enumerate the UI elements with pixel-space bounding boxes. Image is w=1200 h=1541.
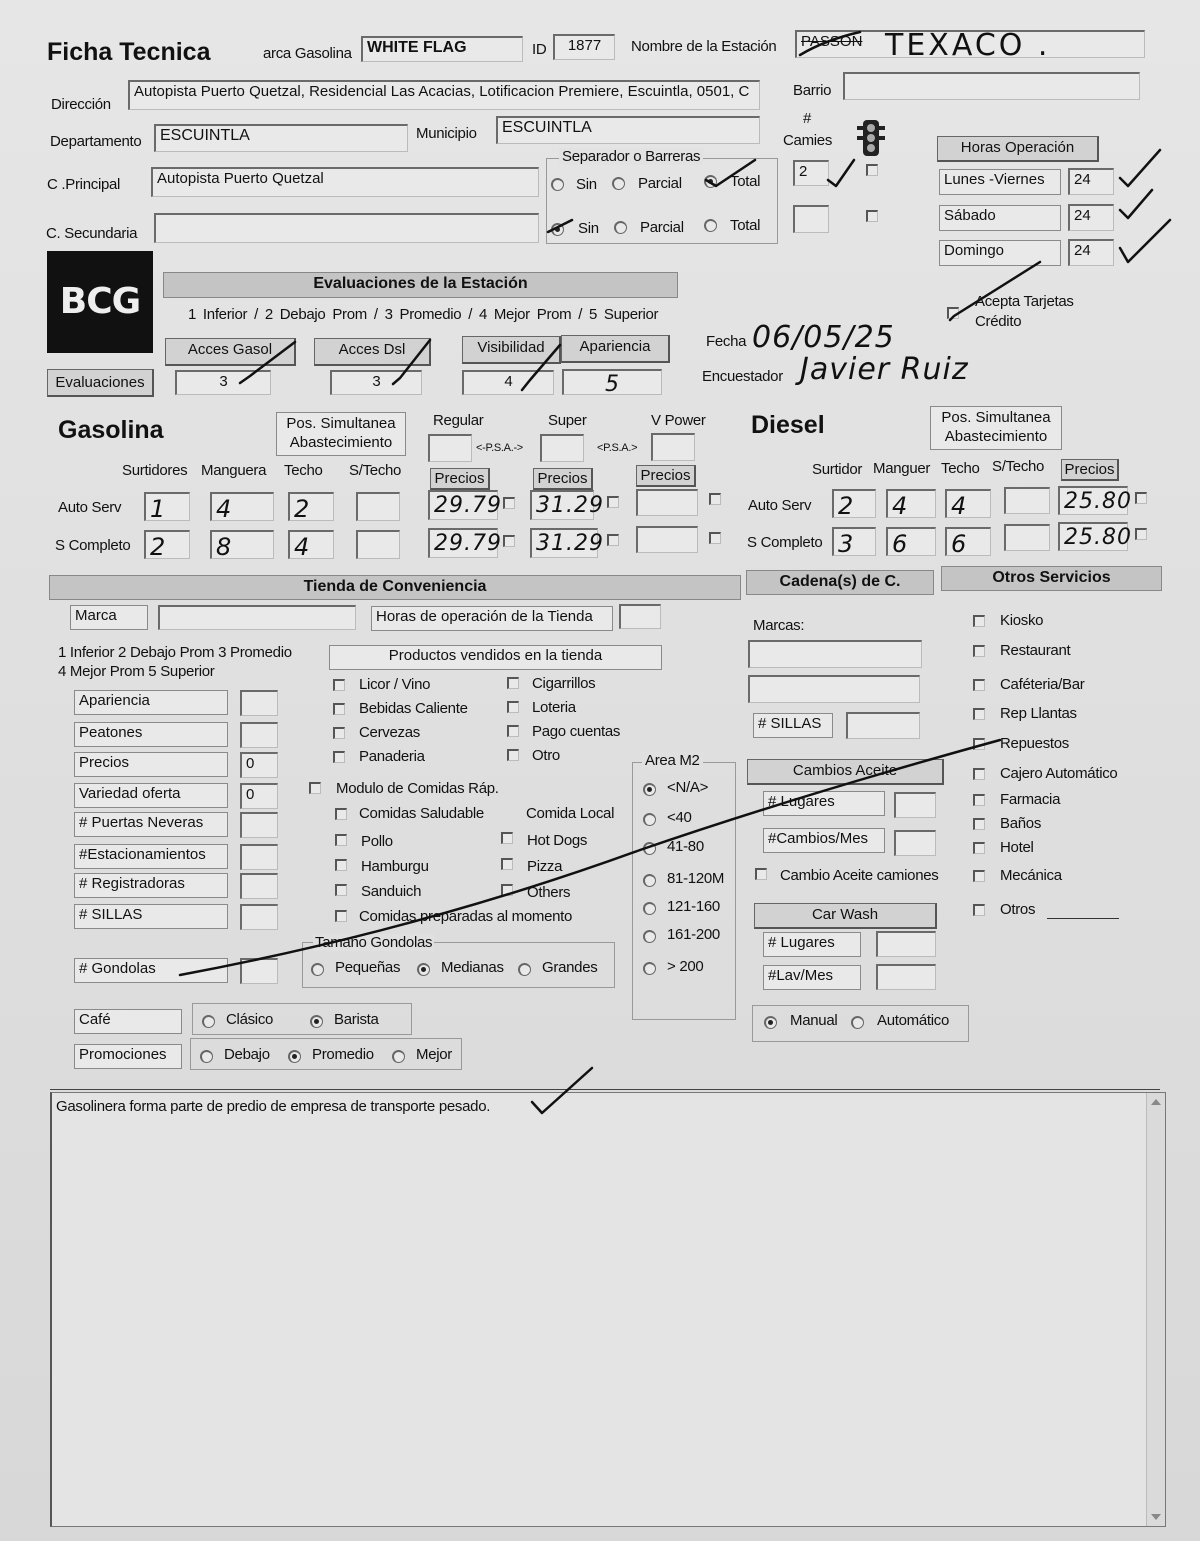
modo-label-autom-tico: Automático	[877, 1012, 950, 1029]
evaluaciones-button[interactable]: Evaluaciones	[47, 369, 154, 397]
separador-row2-sin-label: Sin	[578, 220, 599, 237]
comidas-preparadas-label: Comidas preparadas al momento	[359, 908, 573, 925]
vpower-label: V Power	[651, 412, 706, 429]
camiones-label: Camies	[783, 132, 833, 149]
servicio-label-cajero-autom-tico: Cajero Automático	[1000, 765, 1118, 782]
gas-autoserv-regular-value: 29.79	[434, 493, 502, 518]
scale-sep-1: /	[254, 306, 258, 323]
servicio-label-repuestos: Repuestos	[1000, 735, 1070, 752]
check-lv-mark	[1120, 150, 1160, 186]
rating-label-puertas-neveras: # Puertas Neveras	[74, 812, 228, 837]
col-manguera: Manguera	[201, 462, 267, 479]
otros-servicios-header: Otros Servicios	[941, 566, 1162, 591]
cadena-sillas-label: # SILLAS	[753, 713, 833, 738]
marcas-label: Marcas:	[753, 617, 805, 634]
servicio-label-otros: Otros	[1000, 901, 1036, 918]
diesel-autoserv-label: Auto Serv	[748, 497, 812, 514]
diesel-autoserv-manguer-value: 4	[892, 492, 909, 520]
producto-label-pago-cuentas: Pago cuentas	[532, 723, 621, 740]
cambios-mes-label: #Cambios/Mes	[763, 828, 885, 853]
servicio-label-rep-llantas: Rep Llantas	[1000, 705, 1077, 722]
promociones-label-mejor: Mejor	[416, 1046, 453, 1063]
producto-label-panaderia: Panaderia	[359, 748, 425, 765]
direccion-field[interactable]: Autopista Puerto Quetzal, Residencial Las Acacias, Lotificacion Premiere, Escuintla, 0501, C	[128, 80, 760, 110]
area-header: Area M2	[642, 752, 703, 769]
diesel-pos-line1: Pos. Simultanea	[941, 409, 1051, 426]
diesel-col-surtidor: Surtidor	[812, 461, 863, 478]
comidas-saludable-label: Comidas Saludable	[359, 805, 484, 822]
rating-label-peatones: Peatones	[74, 722, 228, 747]
station-name-handwritten: TEXACO .	[885, 28, 1051, 63]
comida-label-pizza: Pizza	[527, 858, 563, 875]
gas-autoserv-label: Auto Serv	[58, 499, 122, 516]
barrio-label: Barrio	[793, 82, 832, 99]
brand-field[interactable]: WHITE FLAG	[361, 36, 523, 62]
scale-sep-4: /	[578, 306, 583, 323]
gasolina-pos-line2: Abastecimiento	[289, 434, 393, 451]
apariencia-eval-button[interactable]: Apariencia	[561, 335, 670, 363]
passon-strike-mark	[800, 32, 863, 55]
diesel-col-techo: Techo	[941, 460, 980, 477]
horas-domingo-label: Domingo	[939, 240, 1061, 266]
diesel-autoserv-techo-value: 4	[951, 492, 968, 520]
gas-scompleto-manguera-value: 8	[216, 533, 233, 561]
servicio-label-mec-nica: Mecánica	[1000, 867, 1062, 884]
producto-label-cigarrillos: Cigarrillos	[532, 675, 596, 692]
promociones-label-debajo: Debajo	[224, 1046, 270, 1063]
promociones-label: Promociones	[74, 1044, 182, 1069]
encuestador-label: Encuestador	[702, 368, 783, 385]
servicio-label-kiosko: Kiosko	[1000, 612, 1044, 629]
rating-field-variedad-oferta[interactable]: 0	[240, 783, 278, 809]
acepta-tarjetas-label-1: Acepta Tarjetas	[975, 293, 1074, 310]
tienda-horas-label: Horas de operación de la Tienda	[371, 606, 613, 631]
carwash-header[interactable]: Car Wash	[754, 903, 937, 929]
scale-1: 1 Inferior	[188, 306, 248, 323]
check-visibilidad-mark	[522, 345, 560, 390]
modulo-comidas-label: Modulo de Comidas Ráp.	[336, 780, 499, 797]
gondolas-label-medianas: Medianas	[441, 959, 504, 976]
cross-out-line-mark	[180, 740, 1000, 975]
scale-sep-3: /	[468, 306, 473, 323]
notes-text: Gasolinera forma parte de predio de empresa de transporte pesado.	[56, 1098, 491, 1115]
carwash-lugares-label: # Lugares	[763, 932, 861, 957]
gas-scompleto-techo-value: 4	[294, 533, 311, 561]
gas-scompleto-regular-value: 29.79	[434, 531, 502, 556]
precios-vpower-header: Precios	[636, 465, 696, 487]
separador-row1-sin-label: Sin	[576, 176, 597, 193]
area-label-81-120m: 81-120M	[667, 870, 725, 887]
diesel-scompleto-surtidor-value: 3	[838, 530, 855, 558]
rating-field-precios[interactable]: 0	[240, 752, 278, 778]
scale-sep-2: /	[373, 306, 378, 323]
producto-label-bebidas-caliente: Bebidas Caliente	[359, 700, 468, 717]
acces-dsl-button[interactable]: Acces Dsl	[314, 338, 431, 366]
comida-label-pollo: Pollo	[361, 833, 393, 850]
horas-operacion-header[interactable]: Horas Operación	[937, 136, 1099, 162]
rating-label-apariencia: Apariencia	[74, 690, 228, 715]
cafe-label-cl-sico: Clásico	[226, 1011, 274, 1028]
cafe-label: Café	[74, 1009, 182, 1034]
producto-label-cervezas: Cervezas	[359, 724, 420, 741]
horas-lv-field[interactable]: 24	[1068, 168, 1114, 195]
visibilidad-field[interactable]: 4	[462, 370, 554, 395]
id-field[interactable]: 1877	[553, 34, 615, 60]
separador-row2-parcial-label: Parcial	[640, 219, 684, 236]
producto-label-otro: Otro	[532, 747, 560, 764]
rating-label-sillas: # SILLAS	[74, 904, 228, 929]
area-label-161-200: 161-200	[667, 926, 720, 943]
station-name-typed: PASSON	[801, 33, 863, 50]
servicio-label-hotel: Hotel	[1000, 839, 1034, 856]
cambios-lugares-label: # Lugares	[763, 791, 885, 816]
diesel-title: Diesel	[751, 411, 825, 439]
super-label: Super	[548, 412, 587, 429]
comida-label-sanduich: Sanduich	[361, 883, 422, 900]
producto-label-loteria: Loteria	[532, 699, 576, 716]
area-label-200: > 200	[667, 958, 704, 975]
check-sabado-mark	[1120, 190, 1152, 218]
c-secundaria-label: C. Secundaria	[46, 225, 138, 242]
gondolas-label-grandes: Grandes	[542, 959, 598, 976]
tienda-scale-line1: 1 Inferior 2 Debajo Prom 3 Promedio	[58, 644, 292, 661]
comida-label-hamburgu: Hamburgu	[361, 858, 429, 875]
scale-2: 2 Debajo Prom	[264, 306, 367, 323]
servicio-label-farmacia: Farmacia	[1000, 791, 1061, 808]
col-surtidores: Surtidores	[122, 462, 188, 479]
gas-autoserv-super-value: 31.29	[536, 493, 604, 518]
check-total-mark	[706, 160, 755, 186]
encuestador-value[interactable]: Javier Ruiz	[800, 352, 969, 387]
departamento-field[interactable]: ESCUINTLA	[154, 124, 408, 152]
servicio-label-caf-teria-bar: Caféteria/Bar	[1000, 676, 1085, 693]
check-acces-gasol-mark	[240, 342, 295, 383]
form-title: Ficha Tecnica	[47, 38, 211, 66]
evaluaciones-header: Evaluaciones de la Estación	[163, 272, 678, 298]
area-label-41-80: 41-80	[667, 838, 704, 855]
direccion-label: Dirección	[51, 96, 111, 113]
horas-sabado-label: Sábado	[939, 205, 1061, 231]
departamento-label: Departamento	[50, 133, 142, 150]
diesel-precios-header: Precios	[1061, 459, 1119, 481]
brand-label: arca Gasolina	[263, 45, 352, 62]
psa-label-1: <-P.S.A.->	[476, 442, 523, 454]
cambios-aceite-header[interactable]: Cambios Aceite	[747, 759, 944, 785]
lav-mes-label: #Lav/Mes	[763, 965, 861, 990]
regular-label: Regular	[433, 412, 484, 429]
rating-label-precios: Precios	[74, 752, 228, 777]
gas-scompleto-label: S Completo	[55, 537, 131, 554]
col-techo: Techo	[284, 462, 323, 479]
scale-4: 4 Mejor Prom	[478, 306, 572, 323]
acces-dsl-field[interactable]: 3	[330, 370, 422, 395]
horas-domingo-field[interactable]: 24	[1068, 239, 1114, 266]
bcg-logo: BCG	[47, 251, 153, 353]
diesel-autoserv-surtidor-value: 2	[838, 492, 855, 520]
acces-gasol-button[interactable]: Acces Gasol	[165, 338, 296, 366]
diesel-pos-line2: Abastecimiento	[944, 428, 1048, 445]
gasolina-pos-line1: Pos. Simultanea	[286, 415, 396, 432]
gas-scompleto-surtidores-value: 2	[150, 533, 167, 561]
comida-label-others: Others	[527, 884, 571, 901]
col-stecho: S/Techo	[349, 462, 402, 479]
fecha-label: Fecha	[706, 333, 747, 350]
gondolas-label-peque-as: Pequeñas	[335, 959, 401, 976]
tienda-header: Tienda de Conveniencia	[49, 575, 741, 600]
rating-label-variedad-oferta: Variedad oferta	[74, 783, 228, 808]
psa-label-2: <P.S.A.>	[597, 442, 638, 454]
tienda-scale-line2: 4 Mejor Prom 5 Superior	[58, 663, 215, 680]
separador-row2-total-label: Total	[730, 217, 761, 234]
gasolina-title: Gasolina	[58, 416, 164, 444]
municipio-field[interactable]: ESCUINTLA	[496, 116, 760, 144]
servicio-label-ba-os: Baños	[1000, 815, 1042, 832]
comida-label-hot-dogs: Hot Dogs	[527, 832, 588, 849]
id-label: ID	[532, 41, 547, 58]
precios-super-header: Precios	[533, 468, 593, 490]
acces-gasol-field[interactable]: 3	[175, 370, 271, 395]
marca-label: Marca	[70, 605, 148, 630]
gas-autoserv-manguera-value: 4	[216, 495, 233, 523]
check-tarjetas-mark	[950, 262, 1040, 320]
cadena-header: Cadena(s) de C.	[746, 570, 934, 595]
area-label-121-160: 121-160	[667, 898, 720, 915]
diesel-col-stecho: S/Techo	[992, 458, 1045, 475]
apariencia-eval-value: 5	[605, 372, 620, 397]
promociones-label-promedio: Promedio	[312, 1046, 374, 1063]
gas-scompleto-super-value: 31.29	[536, 531, 604, 556]
rating-label-registradoras: # Registradoras	[74, 873, 228, 898]
modo-label-manual: Manual	[790, 1012, 838, 1029]
producto-label-licor-vino: Licor / Vino	[359, 676, 431, 693]
precios-regular-header: Precios	[430, 468, 490, 490]
gas-autoserv-techo-value: 2	[294, 495, 311, 523]
servicio-label-restaurant: Restaurant	[1000, 642, 1071, 659]
productos-header: Productos vendidos en la tienda	[329, 645, 662, 670]
rating-label-gondolas: # Gondolas	[74, 958, 228, 983]
diesel-scompleto-label: S Completo	[747, 534, 823, 551]
gondolas-header: Tamaño Gondolas	[315, 934, 433, 951]
horas-sabado-field[interactable]: 24	[1068, 204, 1114, 231]
diesel-col-manguer: Manguer	[873, 460, 931, 477]
diesel-autoserv-precio-value: 25.80	[1064, 489, 1132, 514]
fecha-value[interactable]: 06/05/25	[752, 320, 895, 355]
scale-3: 3 Promedio	[384, 306, 462, 323]
comida-local-label: Comida Local	[526, 805, 615, 822]
visibilidad-button[interactable]: Visibilidad	[462, 336, 561, 364]
rating-label-estacionamientos: #Estacionamientos	[74, 844, 228, 869]
diesel-scompleto-precio-value: 25.80	[1064, 525, 1132, 550]
separador-label: Separador o Barreras	[559, 148, 703, 165]
diesel-scompleto-techo-value: 6	[951, 530, 968, 558]
c-principal-label: C .Principal	[47, 176, 121, 193]
c-principal-field[interactable]: Autopista Puerto Quetzal	[151, 167, 539, 197]
check-sin-mark	[548, 220, 572, 232]
acepta-tarjetas-label-2: Crédito	[975, 313, 1022, 330]
area-label-40: <40	[667, 809, 692, 826]
check-acces-dsl-mark	[393, 340, 430, 384]
camiones-row1-field[interactable]: 2	[793, 160, 829, 186]
gas-autoserv-surtidores-value: 1	[150, 495, 167, 523]
camiones-hash-label: #	[803, 110, 812, 127]
check-camiones-mark	[828, 160, 854, 186]
diesel-scompleto-manguer-value: 6	[892, 530, 909, 558]
cambio-aceite-camiones-label: Cambio Aceite camiones	[780, 867, 939, 884]
area-label-n-a: <N/A>	[667, 779, 709, 796]
separador-row1-total-label: Total	[730, 173, 761, 190]
station-name-label: Nombre de la Estación	[631, 38, 777, 55]
horas-lv-label: Lunes -Viernes	[939, 169, 1061, 195]
municipio-label: Municipio	[416, 125, 477, 142]
separador-row1-parcial-label: Parcial	[638, 175, 682, 192]
check-domingo-mark	[1120, 220, 1170, 262]
cafe-label-barista: Barista	[334, 1011, 379, 1028]
scale-5: 5 Superior	[589, 306, 659, 323]
check-notes-mark	[532, 1068, 592, 1113]
